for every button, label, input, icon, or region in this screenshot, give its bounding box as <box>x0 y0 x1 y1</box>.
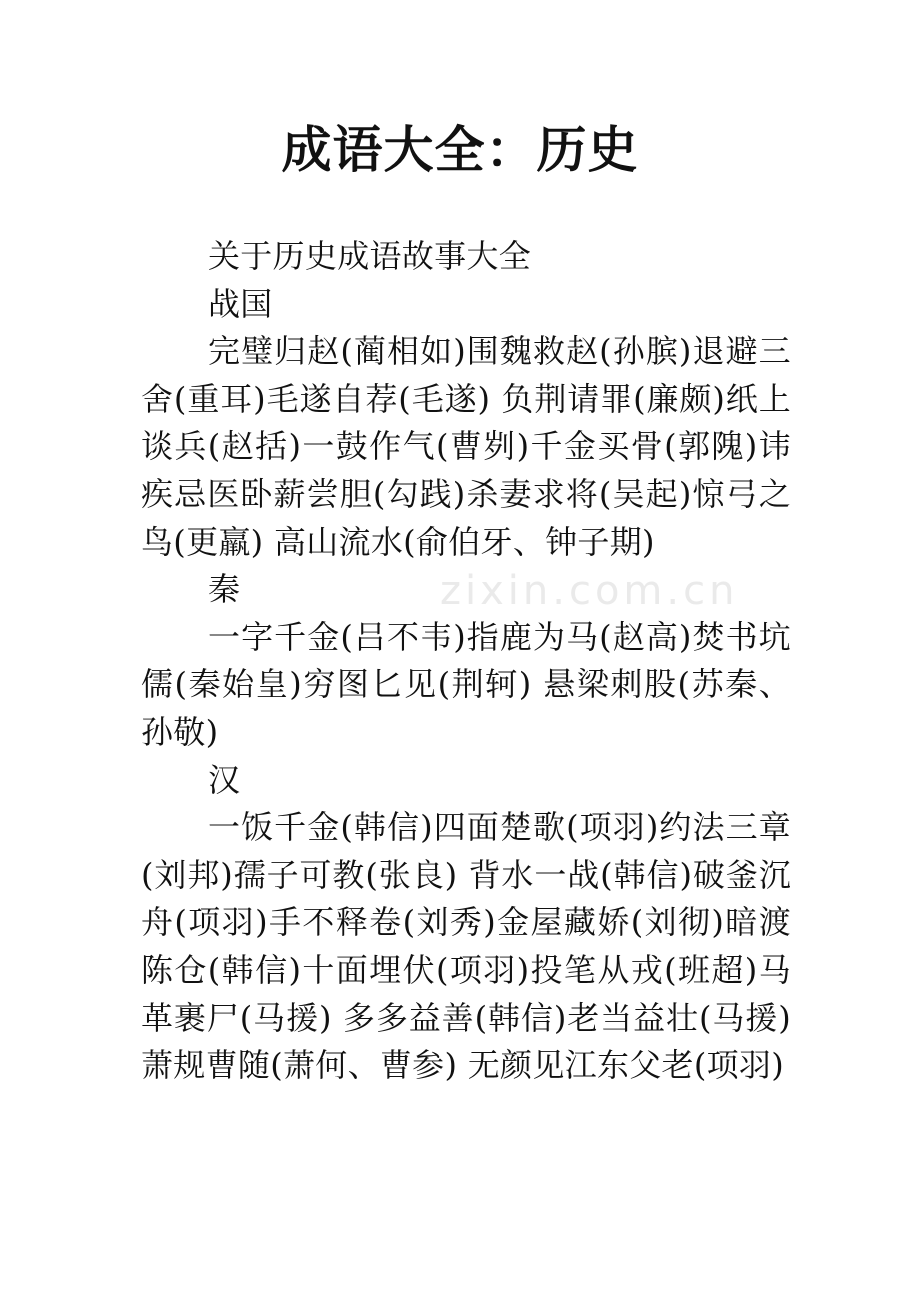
section-heading-qin: 秦 <box>208 570 241 609</box>
idiom-list-qin: 一字千金(吕不韦)指鹿为马(赵高)焚书坑儒(秦始皇)穷图匕见(荆轲) 悬梁刺股(苏秦、孙敬) <box>141 617 791 751</box>
document-body <box>141 233 791 1090</box>
intro-heading: 关于历史成语故事大全 <box>208 237 532 275</box>
idiom-list-zhanguo: 完璧归赵(蔺相如)围魏救赵(孙膑)退避三舍(重耳)毛遂自荐(毛遂) 负荆请罪(廉颇)纸上谈兵(赵括)一鼓作气(曹刿)千金买骨(郭隗)讳疾忌医卧薪尝胆(勾践)杀妻求将(吴起)惊弓之鸟(更羸) 高山流水(俞伯牙、钟子期) <box>141 332 791 561</box>
section-heading-zhanguo: 战国 <box>208 284 273 323</box>
document-title: 成语大全：历史 <box>281 121 639 179</box>
watermark: zixin.com.cn <box>440 568 739 614</box>
section-heading-han: 汉 <box>208 760 241 799</box>
idiom-list-han: 一饭千金(韩信)四面楚歌(项羽)约法三章(刘邦)孺子可教(张良) 背水一战(韩信)破釜沉舟(项羽)手不释卷(刘秀)金屋藏娇(刘彻)暗渡陈仓(韩信)十面埋伏(项羽)投笔从戎(班超)马革裹尸(马援) 多多益善(韩信)老当益壮(马援)萧规曹随(萧何、曹参) 无颜见江东父老(项羽) <box>141 808 791 1085</box>
